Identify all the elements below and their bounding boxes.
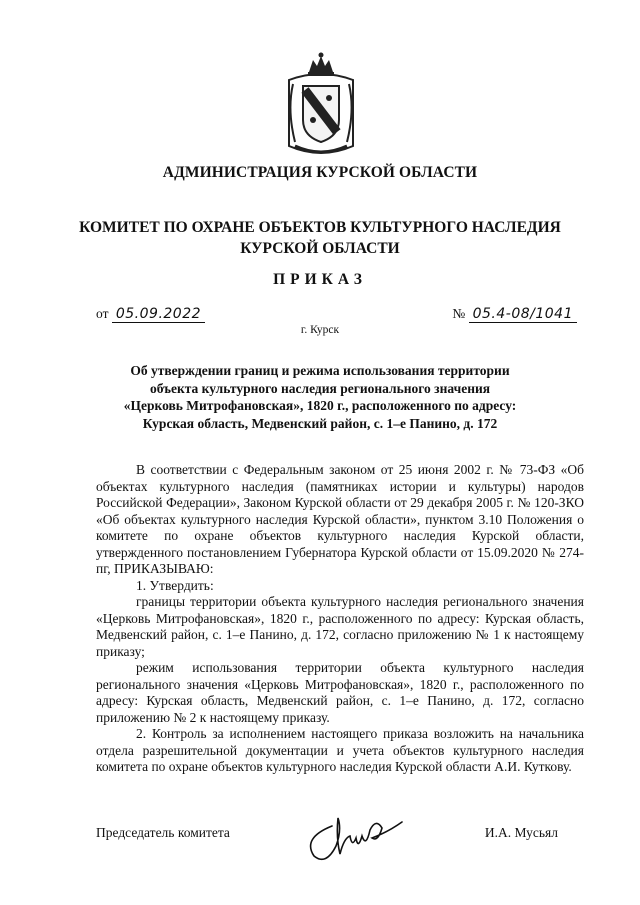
signatory-name: И.А. Мусьял — [484, 825, 558, 840]
date-value: 05.09.2022 — [112, 306, 205, 323]
order-subject — [80, 362, 560, 432]
subject-line3: «Церковь Митрофановская», 1820 г., расположенного по адресу: — [123, 398, 517, 413]
document-type: ПРИКАЗ — [273, 271, 367, 288]
handwritten-signature — [292, 808, 422, 868]
signatory-position: Председатель комитета — [96, 825, 230, 840]
number-field — [452, 306, 577, 322]
city: г. Курск — [300, 324, 340, 336]
subject-line1: Об утверждении границ и режима использования территории — [130, 363, 510, 378]
subject-line2: объекта культурного наследия регионального значения — [149, 380, 491, 396]
administration-title: АДМИНИСТРАЦИЯ КУРСКОЙ ОБЛАСТИ — [162, 164, 478, 181]
date-prefix: от — [96, 306, 109, 321]
clause-1-heading: 1. Утвердить: — [136, 577, 214, 593]
clause-1-regime: режим использования территории объекта культурного наследия регионального значения «Церковь Митрофановская», 1820 г., расположенного по адресу: Курская область, Медвенский район, с. 1–е Панино, д. 172, согласно приложению № 2 к настоящему приказу. — [96, 660, 584, 725]
preamble-paragraph: В соответствии с Федеральным законом от 25 июня 2002 г. № 73-ФЗ «Об объектах культурного наследия (памятниках истории и культуры) народов Российской Федерации», Законом Курской области от 29 декабря 2005 г. № 120-ЗКО «Об объектах культурного наследия Курской области», пунктом 3.10 Положения о комитете по охране объектов культурного наследия Курской области, утвержденного постановлением Губернатора Курской области от 15.09.2020 № 274-пг, ПРИКАЗЫВАЮ: — [96, 462, 584, 576]
order-body — [96, 462, 584, 776]
committee-title — [0, 217, 640, 259]
date-field — [96, 306, 205, 322]
committee-title-line1: КОМИТЕТ ПО ОХРАНЕ ОБЪЕКТОВ КУЛЬТУРНОГО НАСЛЕДИЯ — [79, 219, 561, 236]
number-prefix: № — [452, 306, 466, 321]
clause-2-control: 2. Контроль за исполнением настоящего приказа возложить на начальника отдела разрешительной документации и учета объектов культурного наследия комитета по охране объектов культурного наследия Курской области А.И. Куткову. — [96, 726, 584, 774]
clause-1-boundaries: границы территории объекта культурного наследия регионального значения «Церковь Митрофановская», 1820 г., расположенного по адресу: Курская область, Медвенский район, с. 1–е Панино, д. 172, согласно приложению № 1 к настоящему приказу; — [96, 594, 584, 659]
number-value: 05.4-08/1041 — [469, 306, 577, 323]
coat-of-arms-icon — [283, 50, 359, 160]
subject-line4: Курская область, Медвенский район, с. 1–е Панино, д. 172 — [142, 415, 498, 431]
committee-title-line2: КУРСКОЙ ОБЛАСТИ — [240, 240, 400, 257]
